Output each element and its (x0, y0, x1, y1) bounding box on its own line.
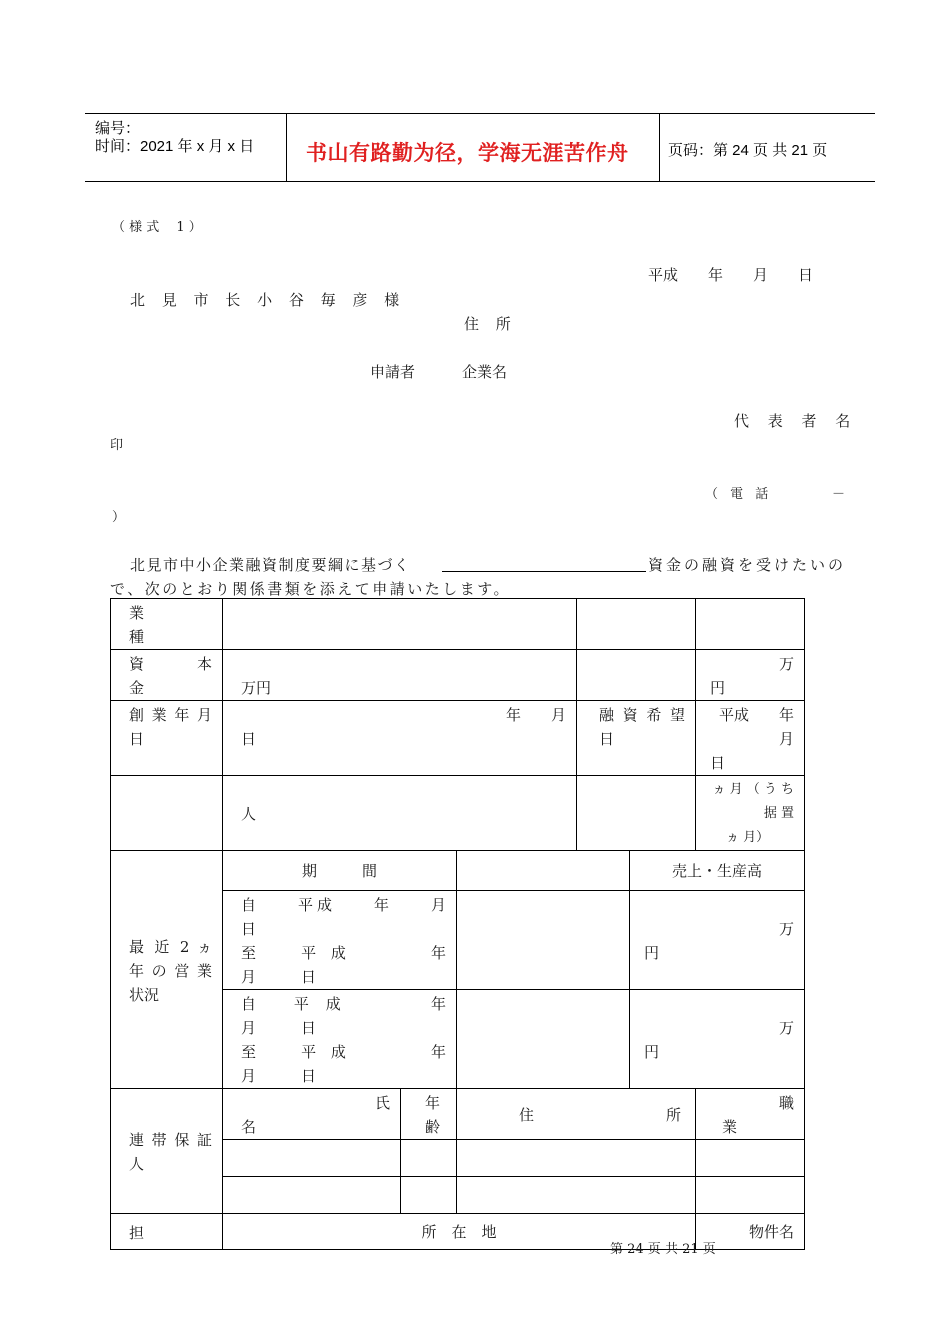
employees-input[interactable] (223, 776, 577, 851)
guarantor-address-text: 住 所 (519, 1106, 682, 1124)
sales-1-unit-man: 万 (779, 920, 795, 938)
applicant-label: 申請者 (370, 363, 416, 381)
header-divider-right (659, 113, 660, 181)
recent-label-l3: 状況 (129, 985, 160, 1004)
industry-input[interactable] (223, 599, 577, 650)
row-period-header (111, 851, 805, 891)
phone-label: （ 電 話 (705, 487, 773, 502)
guarantor-1-address-input[interactable] (457, 1140, 696, 1177)
address-label: 住 所 (464, 315, 517, 333)
guarantor-label-cell (111, 1089, 223, 1214)
industry-extra-input-2[interactable] (696, 599, 805, 650)
header-top-rule (85, 113, 875, 114)
guarantor-2-name-input[interactable] (223, 1177, 401, 1214)
period-2-l3: 至 平 成 年 (241, 1043, 446, 1061)
header-motto: 书山有路勤为径，学海无涯苦作舟 (306, 141, 629, 165)
industry-extra-input[interactable] (577, 599, 696, 650)
sales-1-unit-yen: 円 (644, 944, 660, 962)
date-line: 平成 年 月 日 (648, 266, 814, 284)
guarantor-job-l2: 業 (722, 1118, 738, 1136)
recent-label-l1: 最 近 2 ヵ (129, 937, 212, 956)
loan-amount-input[interactable] (696, 650, 805, 701)
guarantor-job-l1: 職 (779, 1094, 795, 1112)
loan-date-day: 日 (710, 754, 726, 772)
fund-name-blank[interactable] (442, 571, 646, 572)
row-capital (111, 650, 805, 701)
founding-label-l1: 創業年月 (129, 706, 212, 724)
sales-header (630, 851, 805, 891)
addressee: 北 見 市 长 小 谷 毎 彦 様 (130, 291, 406, 309)
period-mid-header (457, 851, 630, 891)
employees-unit: 人 (241, 805, 257, 823)
sales-1-input[interactable] (630, 891, 805, 990)
sales-2-unit-yen: 円 (644, 1043, 660, 1061)
period-2-l2: 月 日 (241, 1019, 317, 1037)
period-1-l2: 日 (241, 920, 257, 938)
header-number-label: 编号： (95, 120, 141, 137)
period-2-l4: 月 日 (241, 1067, 317, 1085)
period-2-input[interactable] (223, 990, 457, 1089)
loan-amount-unit-yen: 円 (710, 679, 726, 697)
seal-label: 印 (110, 438, 124, 453)
employees-label-cell (111, 776, 223, 851)
guarantor-1-age-input[interactable] (401, 1140, 457, 1177)
recent-label-l2: 年 の 営 業 (129, 961, 212, 980)
guarantor-name-header (223, 1089, 401, 1140)
capital-mid-input[interactable] (577, 650, 696, 701)
representative-label: 代 表 者 名 (734, 412, 858, 430)
loan-date-label-l2: 日 (599, 730, 615, 748)
guarantor-age-l1: 年 (425, 1094, 441, 1112)
collateral-location-text: 所 在 地 (421, 1222, 497, 1241)
loan-date-label-l1: 融資希望 (599, 706, 686, 724)
intro-line1-b: 資金の融資を受けたいの (648, 556, 847, 574)
guarantor-name-l2: 名 (241, 1118, 257, 1136)
row-industry (111, 599, 805, 650)
period-2-mid-input[interactable] (457, 990, 630, 1089)
term-months-l1: ヵ 月 （ う ち 据 置 (712, 782, 795, 821)
row-employees (111, 776, 805, 851)
header-bottom-rule (85, 181, 875, 182)
term-label-cell (577, 776, 696, 851)
loan-date-ym: 平成 年 月 (719, 706, 825, 748)
industry-label: 業種 (129, 604, 145, 646)
founding-day: 日 (241, 730, 257, 748)
capital-label-l1: 資 本 (129, 655, 212, 673)
guarantor-2-job-input[interactable] (696, 1177, 805, 1214)
guarantor-name-l1: 氏 (374, 1094, 390, 1112)
period-2-l1: 自 平 成 年 (241, 995, 446, 1013)
intro-line1-a: 北見市中小企業融資制度要綱に基づく (130, 556, 411, 574)
sales-header-text: 売上・生産高 (672, 861, 763, 880)
guarantor-1-name-input[interactable] (223, 1140, 401, 1177)
period-1-l1: 自 平成 年 月 (241, 896, 446, 914)
collateral-label-cell (111, 1214, 223, 1250)
row-founding (111, 701, 805, 776)
row-guarantor-header (111, 1089, 805, 1140)
loan-date-input[interactable] (696, 701, 825, 776)
founding-ym: 年 月 (506, 706, 567, 724)
guarantor-address-header (457, 1089, 696, 1140)
capital-unit: 万円 (241, 679, 272, 697)
guarantor-2-address-input[interactable] (457, 1177, 696, 1214)
header-page-code: 页码：第 24 页 共 21 页 (668, 142, 828, 159)
period-1-l4: 月 日 (241, 968, 317, 986)
collateral-property-text: 物件名 (749, 1222, 795, 1241)
header-time-label: 时间：2021 年 x 月 x 日 (95, 138, 255, 155)
capital-label-cell (111, 650, 223, 701)
capital-input[interactable] (223, 650, 577, 701)
application-table (110, 598, 825, 1250)
phone-close: ） (112, 510, 126, 525)
recent-label-cell (111, 851, 223, 1089)
guarantor-label-l1: 連 帯 保 証 (129, 1131, 212, 1149)
loan-date-label-cell (577, 701, 696, 776)
phone-dash: － (832, 487, 846, 502)
period-1-l3: 至 平 成 年 (241, 944, 446, 962)
capital-label-l2: 金 (129, 679, 145, 697)
founding-date-input[interactable] (223, 701, 577, 776)
header-divider-left (286, 113, 287, 181)
founding-label-l2: 日 (129, 730, 145, 748)
founding-label-cell (111, 701, 223, 776)
sales-2-unit-man: 万 (779, 1019, 795, 1037)
guarantor-age-l2: 齢 (425, 1118, 441, 1136)
period-1-mid-input[interactable] (457, 891, 630, 990)
term-input[interactable] (696, 776, 805, 851)
guarantor-1-job-input[interactable] (696, 1140, 805, 1177)
period-1-input[interactable] (223, 891, 457, 990)
term-months-l2: ヵ 月） (726, 830, 770, 845)
guarantor-age-header (401, 1089, 457, 1140)
guarantor-2-age-input[interactable] (401, 1177, 457, 1214)
collateral-label: 担 (129, 1223, 145, 1242)
footer-page: 第 24 页 共 21 页 (610, 1242, 716, 1257)
guarantor-label-l2: 人 (129, 1155, 145, 1173)
industry-label-cell (111, 599, 223, 650)
period-header-text: 期 間 (301, 861, 377, 880)
style-label: （ 様 式 1 ） (112, 220, 202, 235)
guarantor-job-header (696, 1089, 805, 1140)
sales-2-input[interactable] (630, 990, 805, 1089)
period-header (223, 851, 457, 891)
loan-amount-unit-man: 万 (779, 655, 795, 673)
company-label: 企業名 (462, 363, 508, 381)
intro-line2: で、次のとおり関係書類を添えて申請いたします。 (110, 580, 512, 598)
